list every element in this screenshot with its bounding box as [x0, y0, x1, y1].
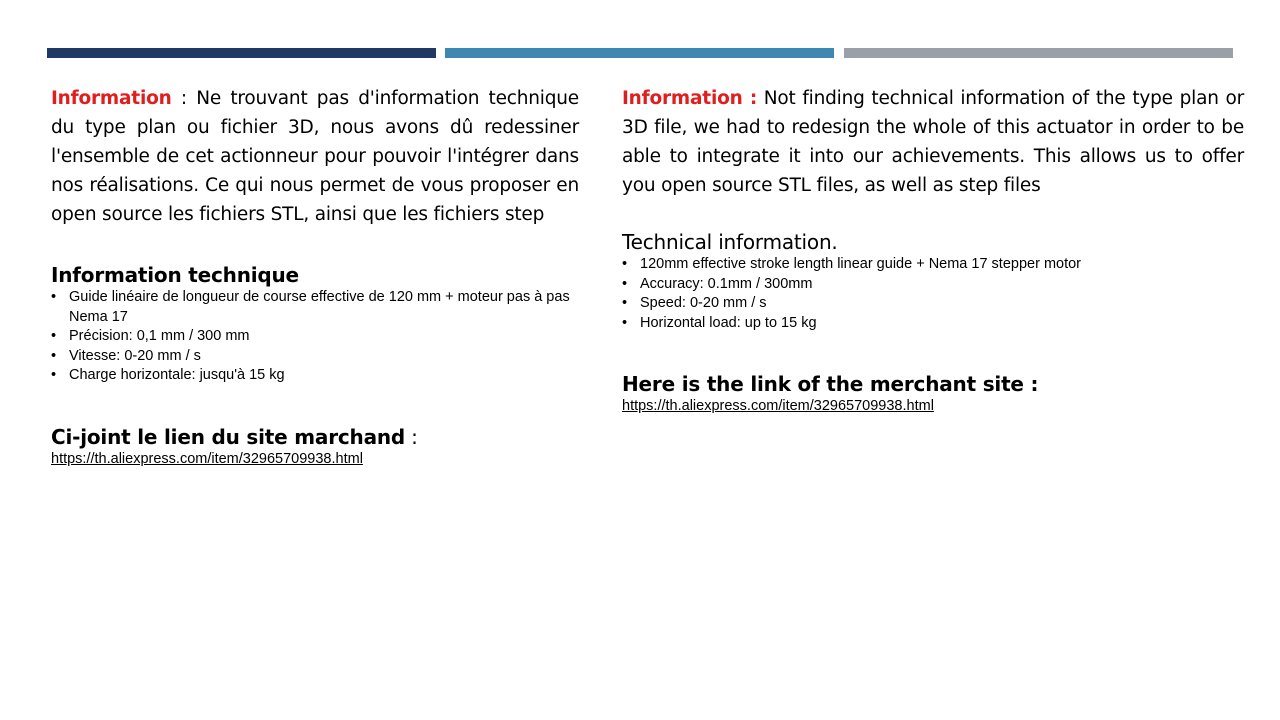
bullet-icon: •: [622, 256, 628, 272]
english-spec-list: [622, 255, 1244, 333]
spec-text: Accuracy: 0.1mm / 300mm: [640, 275, 813, 292]
header-accent-bars: [47, 48, 1233, 58]
french-intro-paragraph: [51, 84, 579, 229]
spec-text: Guide linéaire de longueur de course effective de 120 mm + moteur pas à pas Nema 17: [69, 289, 570, 325]
spec-text: Horizontal load: up to 15 kg: [640, 314, 817, 331]
bullet-icon: •: [51, 367, 57, 383]
english-merchant-link[interactable]: https://th.aliexpress.com/item/32965709938.html: [622, 398, 934, 414]
bullet-icon: •: [622, 314, 628, 331]
list-item: [51, 366, 579, 386]
list-item: [51, 327, 579, 347]
bullet-icon: •: [622, 275, 628, 292]
french-intro-label: Information: [51, 88, 172, 109]
spec-text: Speed: 0-20 mm / s: [640, 295, 767, 311]
english-intro-paragraph: [622, 84, 1244, 200]
french-intro-text: : Ne trouvant pas d'information technique du type plan ou fichier 3D, nous avons dû redessiner l'ensemble de cet actionneur pour pouvoir l'intégrer dans nos réalisations. Ce qui nous permet de vous proposer en open source les fichiers STL, ainsi que les fichiers step: [51, 88, 579, 225]
list-item: [51, 288, 579, 327]
french-link-heading-text: Ci-joint le lien du site marchand: [51, 424, 406, 449]
english-column: [622, 84, 1244, 415]
accent-bar-gray: [844, 48, 1233, 58]
english-tech-heading: Technical information.: [622, 230, 838, 254]
list-item: [622, 294, 1244, 314]
english-link-heading: Here is the link of the merchant site :: [622, 372, 1039, 396]
list-item: [622, 255, 1244, 275]
accent-bar-light-blue: [445, 48, 834, 58]
list-item: [51, 347, 579, 367]
accent-bar-dark-blue: [47, 48, 436, 58]
bullet-icon: •: [51, 289, 57, 305]
french-merchant-link[interactable]: https://th.aliexpress.com/item/32965709938.html: [51, 450, 363, 467]
french-tech-heading: Information technique: [51, 263, 299, 287]
bullet-icon: •: [51, 347, 57, 364]
bullet-icon: •: [622, 295, 628, 311]
list-item: [622, 275, 1244, 295]
french-link-heading: [51, 424, 579, 450]
bullet-icon: •: [51, 328, 57, 344]
list-item: [622, 314, 1244, 334]
french-spec-list: [51, 288, 579, 386]
english-intro-label: Information :: [622, 88, 758, 109]
spec-text: 120mm effective stroke length linear guide + Nema 17 stepper motor: [640, 256, 1082, 272]
spec-text: Précision: 0,1 mm / 300 mm: [69, 328, 250, 344]
spec-text: Charge horizontale: jusqu'à 15 kg: [69, 367, 285, 383]
french-column: [51, 84, 579, 468]
french-link-heading-suffix: :: [405, 424, 418, 449]
spec-text: Vitesse: 0-20 mm / s: [69, 347, 201, 364]
english-intro-text: Not finding technical information of the type plan or 3D file, we had to redesign the whole of this actuator in order to be able to integrate it into our achievements. This allows us to offer you open source STL files, as well as step files: [622, 88, 1244, 196]
